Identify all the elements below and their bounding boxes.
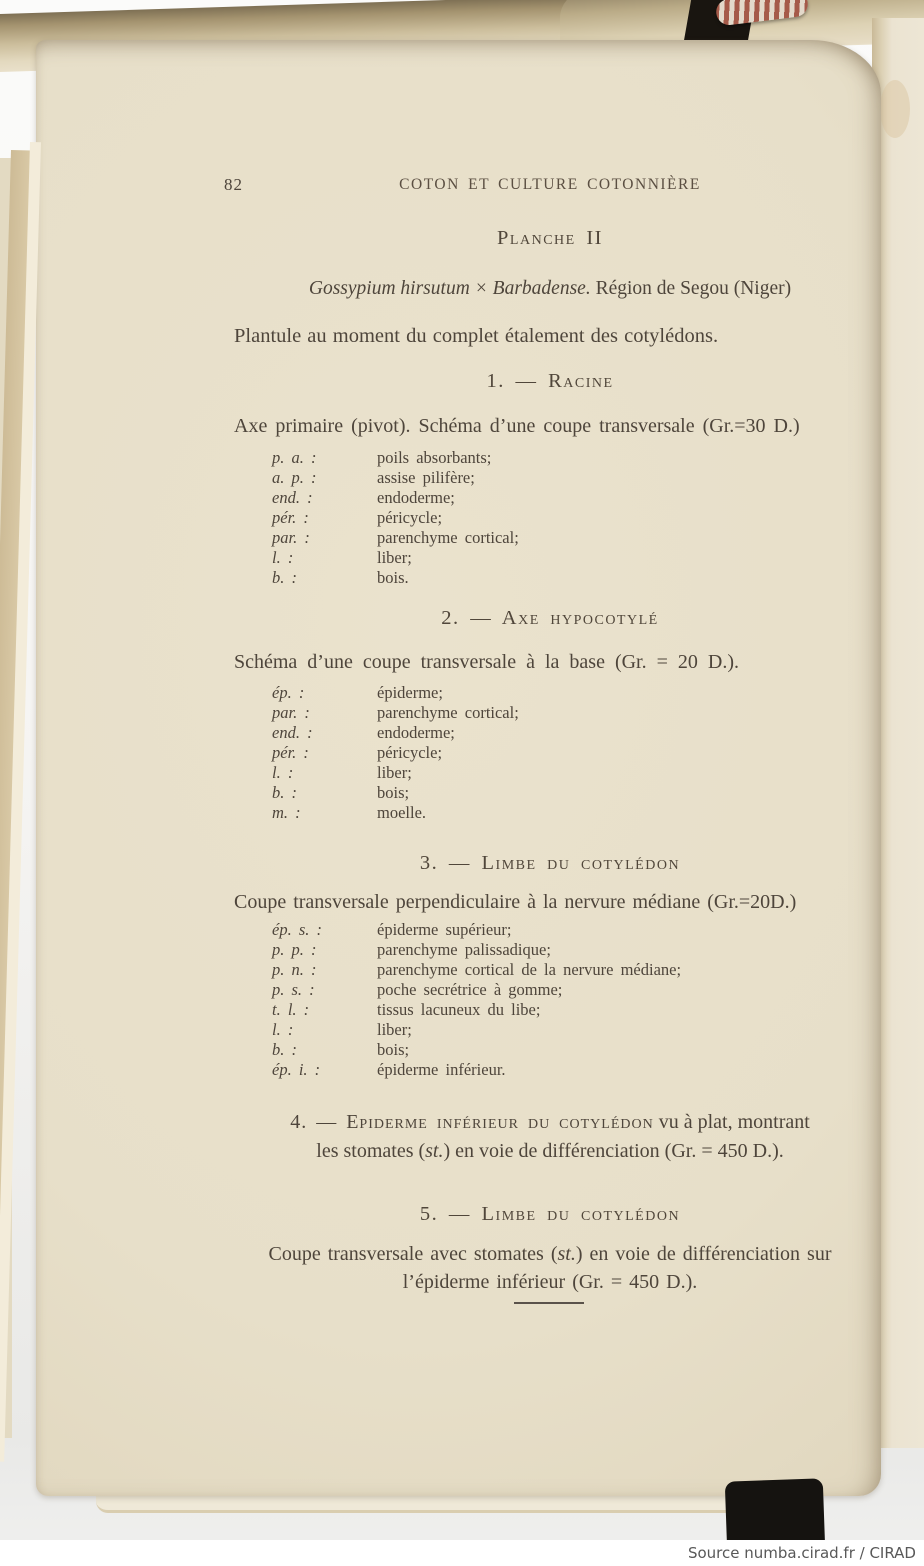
legend-row bbox=[272, 1020, 872, 1040]
legend-abbr: pér. : bbox=[272, 743, 309, 762]
section-4-roman: vu à plat, montrant bbox=[653, 1111, 810, 1133]
legend-row bbox=[272, 1000, 872, 1020]
legend-def: parenchyme cortical; bbox=[377, 703, 519, 722]
legend-def: poils absorbants; bbox=[377, 448, 492, 467]
legend-abbr: m. : bbox=[272, 803, 301, 822]
legend-abbr: b. : bbox=[272, 568, 297, 587]
legend-def: endoderme; bbox=[377, 488, 455, 507]
legend-abbr: p. a. : bbox=[272, 448, 317, 467]
section-4-line-2 bbox=[234, 1137, 866, 1166]
legend-def: liber; bbox=[377, 763, 412, 782]
section-3-legend-list bbox=[272, 920, 872, 1080]
legend-row bbox=[272, 743, 872, 763]
plate-intro: Plantule au moment du complet étalement des cotylédons. bbox=[234, 325, 719, 347]
legend-abbr: b. : bbox=[272, 783, 297, 802]
legend-abbr: p. n. : bbox=[272, 960, 317, 979]
section-5-line1-post: ) en voie de différenciation sur bbox=[575, 1243, 832, 1265]
section-1-heading: 1. — Racine bbox=[486, 370, 614, 392]
legend-def: parenchyme cortical; bbox=[377, 528, 519, 547]
legend-abbr: par. : bbox=[272, 703, 310, 722]
legend-row bbox=[272, 940, 872, 960]
end-rule bbox=[514, 1302, 584, 1304]
legend-row bbox=[272, 763, 872, 783]
legend-def: bois; bbox=[377, 783, 410, 802]
legend-abbr: ép. s. : bbox=[272, 920, 322, 939]
page-stain bbox=[880, 80, 910, 138]
legend-abbr: b. : bbox=[272, 1040, 297, 1059]
footer-bar bbox=[0, 1540, 924, 1566]
legend-row bbox=[272, 783, 872, 803]
legend-row bbox=[272, 488, 872, 508]
legend-abbr: par. : bbox=[272, 528, 310, 547]
legend-abbr: pér. : bbox=[272, 508, 309, 527]
source-watermark: Source numba.cirad.fr / CIRAD bbox=[687, 1544, 916, 1562]
legend-def: assise pilifère; bbox=[377, 468, 475, 487]
legend-row bbox=[272, 1040, 872, 1060]
legend-def: épiderme; bbox=[377, 683, 443, 702]
legend-row bbox=[272, 683, 872, 703]
legend-def: parenchyme palissadique; bbox=[377, 940, 551, 959]
section-2-legend-list bbox=[272, 683, 872, 823]
section-5-line-1 bbox=[234, 1240, 866, 1268]
legend-row bbox=[272, 528, 872, 548]
legend-abbr: p. s. : bbox=[272, 980, 315, 999]
section-1-legend-list bbox=[272, 448, 872, 588]
page-number: 82 bbox=[224, 175, 243, 194]
legend-abbr: end. : bbox=[272, 723, 313, 742]
legend-def: bois. bbox=[377, 568, 409, 587]
section-4-heading bbox=[234, 1108, 866, 1166]
plate-subtitle bbox=[234, 278, 866, 300]
legend-row bbox=[272, 920, 872, 940]
section-5-heading: 5. — Limbe du cotylédon bbox=[419, 1203, 681, 1225]
section-3-heading: 3. — Limbe du cotylédon bbox=[419, 852, 681, 874]
legend-row bbox=[272, 448, 872, 468]
legend-row bbox=[272, 1060, 872, 1080]
legend-def: épiderme supérieur; bbox=[377, 920, 512, 939]
legend-row bbox=[272, 703, 872, 723]
section-5-line1-pre: Coupe transversale avec stomates ( bbox=[268, 1243, 558, 1265]
legend-def: endoderme; bbox=[377, 723, 455, 742]
legend-row bbox=[272, 548, 872, 568]
section-4-line2-pre: les stomates ( bbox=[316, 1140, 426, 1162]
legend-row bbox=[272, 468, 872, 488]
section-4-line2-italic: st. bbox=[425, 1140, 444, 1162]
legend-row bbox=[272, 960, 872, 980]
section-5-lead bbox=[234, 1240, 866, 1296]
section-5-line-2: l’épiderme inférieur (Gr. = 450 D.). bbox=[402, 1271, 698, 1293]
legend-row bbox=[272, 980, 872, 1000]
legend-abbr: l. : bbox=[272, 763, 294, 782]
legend-abbr: l. : bbox=[272, 548, 294, 567]
section-1-lead: Axe primaire (pivot). Schéma d’une coupe transversale (Gr.=30 D.) bbox=[234, 415, 800, 437]
legend-def: liber; bbox=[377, 548, 412, 567]
section-4-line-1 bbox=[234, 1108, 866, 1137]
plate-title: Planche II bbox=[497, 227, 603, 249]
legend-def: péricycle; bbox=[377, 743, 443, 762]
running-title: COTON ET CULTURE COTONNIÈRE bbox=[399, 176, 701, 193]
legend-def: péricycle; bbox=[377, 508, 443, 527]
legend-def: bois; bbox=[377, 1040, 410, 1059]
subtitle-region: Région de Segou (Niger) bbox=[590, 278, 792, 299]
legend-def: tissus lacuneux du libe; bbox=[377, 1000, 541, 1019]
legend-abbr: l. : bbox=[272, 1020, 294, 1039]
legend-abbr: p. p. : bbox=[272, 940, 317, 959]
subtitle-species: Gossypium hirsutum × Barbadense. bbox=[308, 278, 591, 299]
legend-abbr: ép. : bbox=[272, 683, 305, 702]
legend-abbr: t. l. : bbox=[272, 1000, 310, 1019]
legend-def: moelle. bbox=[377, 803, 427, 822]
legend-abbr: a. p. : bbox=[272, 468, 317, 487]
legend-def: liber; bbox=[377, 1020, 412, 1039]
legend-def: épiderme inférieur. bbox=[377, 1060, 506, 1079]
legend-abbr: end. : bbox=[272, 488, 313, 507]
legend-row bbox=[272, 508, 872, 528]
section-2-lead: Schéma d’une coupe transversale à la base (Gr. = 20 D.). bbox=[234, 651, 739, 673]
section-4-smallcaps: 4. — Epiderme inférieur du cotylédon bbox=[290, 1111, 654, 1133]
section-3-lead: Coupe transversale perpendiculaire à la nervure médiane (Gr.=20D.) bbox=[234, 891, 797, 913]
legend-row bbox=[272, 723, 872, 743]
legend-abbr: ép. i. : bbox=[272, 1060, 321, 1079]
section-2-heading: 2. — Axe hypocotylé bbox=[441, 607, 659, 629]
legend-row bbox=[272, 568, 872, 588]
section-5-line1-italic: st. bbox=[557, 1243, 576, 1265]
legend-def: poche secrétrice à gomme; bbox=[377, 980, 563, 999]
legend-def: parenchyme cortical de la nervure médiane; bbox=[377, 960, 682, 979]
legend-row bbox=[272, 803, 872, 823]
section-4-line2-post: ) en voie de différenciation (Gr. = 450 D.). bbox=[443, 1140, 784, 1162]
